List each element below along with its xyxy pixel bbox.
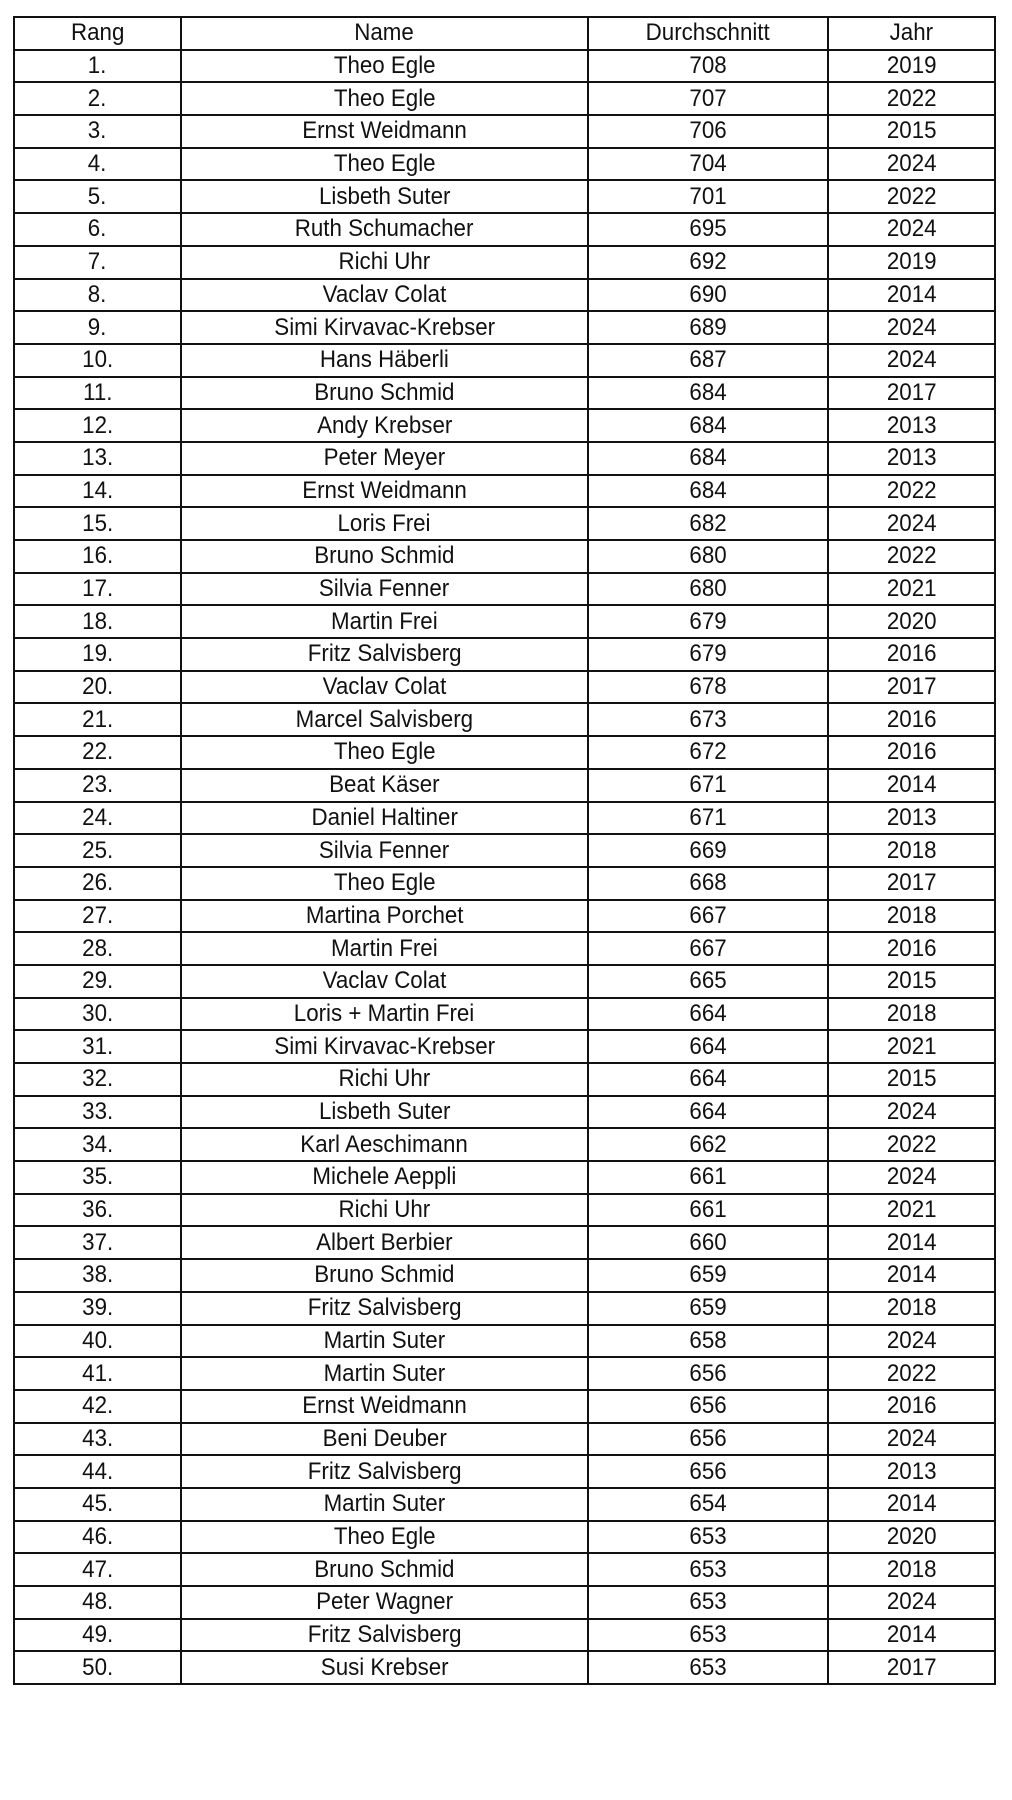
cell-name: Karl Aeschimann — [181, 1128, 588, 1161]
cell-durchschnitt: 679 — [588, 605, 828, 638]
cell-durchschnitt: 658 — [588, 1325, 828, 1358]
table-row — [14, 671, 995, 704]
table-row — [14, 1063, 995, 1096]
cell-name: Susi Krebser — [181, 1651, 588, 1684]
cell-durchschnitt: 687 — [588, 344, 828, 377]
cell-jahr: 2021 — [828, 1194, 995, 1227]
cell-durchschnitt: 684 — [588, 377, 828, 410]
cell-jahr: 2024 — [828, 1423, 995, 1456]
cell-rang: 11. — [14, 377, 181, 410]
cell-jahr: 2021 — [828, 573, 995, 606]
cell-name: Ruth Schumacher — [181, 213, 588, 246]
table-row — [14, 1194, 995, 1227]
cell-jahr: 2016 — [828, 1390, 995, 1423]
cell-name: Marcel Salvisberg — [181, 703, 588, 736]
table-row — [14, 1423, 995, 1456]
cell-rang: 30. — [14, 998, 181, 1031]
cell-rang: 19. — [14, 638, 181, 671]
cell-name: Theo Egle — [181, 867, 588, 900]
table-row — [14, 148, 995, 181]
cell-name: Martin Frei — [181, 932, 588, 965]
cell-rang: 27. — [14, 900, 181, 933]
cell-durchschnitt: 708 — [588, 50, 828, 83]
cell-jahr: 2014 — [828, 1226, 995, 1259]
cell-rang: 25. — [14, 834, 181, 867]
cell-durchschnitt: 656 — [588, 1390, 828, 1423]
cell-durchschnitt: 653 — [588, 1586, 828, 1619]
cell-durchschnitt: 664 — [588, 1030, 828, 1063]
cell-rang: 12. — [14, 409, 181, 442]
cell-jahr: 2018 — [828, 1292, 995, 1325]
cell-durchschnitt: 682 — [588, 507, 828, 540]
cell-rang: 9. — [14, 311, 181, 344]
cell-name: Vaclav Colat — [181, 279, 588, 312]
cell-name: Lisbeth Suter — [181, 180, 588, 213]
cell-rang: 24. — [14, 802, 181, 835]
cell-durchschnitt: 672 — [588, 736, 828, 769]
cell-rang: 28. — [14, 932, 181, 965]
cell-jahr: 2017 — [828, 377, 995, 410]
cell-durchschnitt: 662 — [588, 1128, 828, 1161]
table-row — [14, 540, 995, 573]
table-body — [14, 50, 995, 1684]
cell-durchschnitt: 664 — [588, 998, 828, 1031]
cell-name: Ernst Weidmann — [181, 1390, 588, 1423]
cell-name: Lisbeth Suter — [181, 1096, 588, 1129]
cell-durchschnitt: 673 — [588, 703, 828, 736]
cell-jahr: 2014 — [828, 769, 995, 802]
cell-name: Martin Frei — [181, 605, 588, 638]
cell-durchschnitt: 653 — [588, 1651, 828, 1684]
table-row — [14, 638, 995, 671]
cell-rang: 37. — [14, 1226, 181, 1259]
cell-jahr: 2013 — [828, 802, 995, 835]
cell-jahr: 2013 — [828, 442, 995, 475]
cell-name: Martin Suter — [181, 1357, 588, 1390]
table-row — [14, 409, 995, 442]
cell-jahr: 2013 — [828, 1455, 995, 1488]
cell-jahr: 2022 — [828, 82, 995, 115]
table-row — [14, 1030, 995, 1063]
cell-durchschnitt: 671 — [588, 769, 828, 802]
cell-name: Simi Kirvavac-Krebser — [181, 311, 588, 344]
cell-rang: 3. — [14, 115, 181, 148]
cell-jahr: 2018 — [828, 1553, 995, 1586]
table-row — [14, 998, 995, 1031]
cell-rang: 32. — [14, 1063, 181, 1096]
cell-name: Albert Berbier — [181, 1226, 588, 1259]
cell-jahr: 2017 — [828, 1651, 995, 1684]
cell-rang: 48. — [14, 1586, 181, 1619]
cell-jahr: 2020 — [828, 1521, 995, 1554]
cell-rang: 8. — [14, 279, 181, 312]
cell-durchschnitt: 690 — [588, 279, 828, 312]
cell-name: Fritz Salvisberg — [181, 1619, 588, 1652]
cell-durchschnitt: 680 — [588, 573, 828, 606]
cell-jahr: 2019 — [828, 50, 995, 83]
ranking-table — [13, 16, 996, 1685]
cell-rang: 39. — [14, 1292, 181, 1325]
cell-rang: 42. — [14, 1390, 181, 1423]
table-row — [14, 213, 995, 246]
cell-rang: 47. — [14, 1553, 181, 1586]
cell-rang: 23. — [14, 769, 181, 802]
cell-jahr: 2020 — [828, 605, 995, 638]
cell-durchschnitt: 660 — [588, 1226, 828, 1259]
cell-name: Martin Suter — [181, 1488, 588, 1521]
cell-rang: 17. — [14, 573, 181, 606]
cell-name: Fritz Salvisberg — [181, 1455, 588, 1488]
table-row — [14, 82, 995, 115]
cell-rang: 22. — [14, 736, 181, 769]
header-row — [14, 17, 995, 50]
cell-durchschnitt: 695 — [588, 213, 828, 246]
cell-durchschnitt: 689 — [588, 311, 828, 344]
cell-name: Vaclav Colat — [181, 671, 588, 704]
cell-durchschnitt: 704 — [588, 148, 828, 181]
cell-rang: 49. — [14, 1619, 181, 1652]
cell-jahr: 2024 — [828, 1586, 995, 1619]
cell-rang: 18. — [14, 605, 181, 638]
header-name: Name — [181, 17, 588, 50]
cell-name: Bruno Schmid — [181, 1553, 588, 1586]
cell-name: Theo Egle — [181, 50, 588, 83]
cell-jahr: 2022 — [828, 540, 995, 573]
cell-jahr: 2016 — [828, 703, 995, 736]
cell-rang: 2. — [14, 82, 181, 115]
table-row — [14, 605, 995, 638]
table-row — [14, 115, 995, 148]
cell-jahr: 2024 — [828, 507, 995, 540]
table-row — [14, 1521, 995, 1554]
header-durchschnitt: Durchschnitt — [588, 17, 828, 50]
cell-durchschnitt: 680 — [588, 540, 828, 573]
cell-jahr: 2016 — [828, 736, 995, 769]
cell-durchschnitt: 664 — [588, 1063, 828, 1096]
table-row — [14, 769, 995, 802]
cell-jahr: 2024 — [828, 311, 995, 344]
table-row — [14, 1357, 995, 1390]
cell-name: Bruno Schmid — [181, 1259, 588, 1292]
cell-rang: 10. — [14, 344, 181, 377]
cell-jahr: 2017 — [828, 671, 995, 704]
table-row — [14, 932, 995, 965]
cell-jahr: 2024 — [828, 1325, 995, 1358]
cell-rang: 13. — [14, 442, 181, 475]
cell-name: Fritz Salvisberg — [181, 638, 588, 671]
cell-jahr: 2015 — [828, 1063, 995, 1096]
cell-durchschnitt: 668 — [588, 867, 828, 900]
table-row — [14, 475, 995, 508]
table-row — [14, 1455, 995, 1488]
table-row — [14, 1586, 995, 1619]
table-row — [14, 834, 995, 867]
table-row — [14, 867, 995, 900]
cell-jahr: 2024 — [828, 344, 995, 377]
cell-durchschnitt: 667 — [588, 932, 828, 965]
cell-name: Fritz Salvisberg — [181, 1292, 588, 1325]
cell-name: Hans Häberli — [181, 344, 588, 377]
cell-rang: 43. — [14, 1423, 181, 1456]
table-row — [14, 900, 995, 933]
cell-durchschnitt: 701 — [588, 180, 828, 213]
cell-name: Theo Egle — [181, 82, 588, 115]
cell-name: Bruno Schmid — [181, 377, 588, 410]
cell-name: Peter Wagner — [181, 1586, 588, 1619]
cell-name: Richi Uhr — [181, 1194, 588, 1227]
cell-rang: 1. — [14, 50, 181, 83]
cell-durchschnitt: 665 — [588, 965, 828, 998]
cell-durchschnitt: 667 — [588, 900, 828, 933]
cell-jahr: 2024 — [828, 213, 995, 246]
table-row — [14, 1553, 995, 1586]
table-row — [14, 344, 995, 377]
cell-rang: 29. — [14, 965, 181, 998]
cell-name: Simi Kirvavac-Krebser — [181, 1030, 588, 1063]
table-row — [14, 1488, 995, 1521]
table-row — [14, 1226, 995, 1259]
cell-rang: 26. — [14, 867, 181, 900]
table-row — [14, 246, 995, 279]
cell-durchschnitt: 671 — [588, 802, 828, 835]
cell-durchschnitt: 664 — [588, 1096, 828, 1129]
cell-jahr: 2014 — [828, 1259, 995, 1292]
cell-jahr: 2016 — [828, 932, 995, 965]
cell-name: Vaclav Colat — [181, 965, 588, 998]
cell-name: Beni Deuber — [181, 1423, 588, 1456]
cell-name: Silvia Fenner — [181, 834, 588, 867]
table-row — [14, 703, 995, 736]
cell-durchschnitt: 678 — [588, 671, 828, 704]
cell-rang: 44. — [14, 1455, 181, 1488]
cell-durchschnitt: 679 — [588, 638, 828, 671]
cell-rang: 14. — [14, 475, 181, 508]
cell-rang: 4. — [14, 148, 181, 181]
cell-jahr: 2024 — [828, 1096, 995, 1129]
table-row — [14, 1096, 995, 1129]
table-row — [14, 802, 995, 835]
cell-jahr: 2018 — [828, 900, 995, 933]
table-row — [14, 442, 995, 475]
cell-jahr: 2017 — [828, 867, 995, 900]
cell-jahr: 2014 — [828, 1619, 995, 1652]
cell-jahr: 2022 — [828, 475, 995, 508]
cell-durchschnitt: 653 — [588, 1553, 828, 1586]
cell-durchschnitt: 656 — [588, 1357, 828, 1390]
cell-durchschnitt: 656 — [588, 1455, 828, 1488]
cell-jahr: 2014 — [828, 1488, 995, 1521]
cell-name: Martin Suter — [181, 1325, 588, 1358]
table-row — [14, 1325, 995, 1358]
cell-name: Bruno Schmid — [181, 540, 588, 573]
table-row — [14, 1161, 995, 1194]
cell-name: Theo Egle — [181, 148, 588, 181]
cell-rang: 50. — [14, 1651, 181, 1684]
table-row — [14, 736, 995, 769]
table-row — [14, 1651, 995, 1684]
cell-jahr: 2022 — [828, 1357, 995, 1390]
cell-name: Daniel Haltiner — [181, 802, 588, 835]
cell-durchschnitt: 692 — [588, 246, 828, 279]
cell-durchschnitt: 654 — [588, 1488, 828, 1521]
table-row — [14, 1619, 995, 1652]
cell-name: Silvia Fenner — [181, 573, 588, 606]
cell-rang: 20. — [14, 671, 181, 704]
table-row — [14, 1259, 995, 1292]
cell-rang: 5. — [14, 180, 181, 213]
cell-rang: 34. — [14, 1128, 181, 1161]
table-row — [14, 311, 995, 344]
table-row — [14, 50, 995, 83]
cell-rang: 45. — [14, 1488, 181, 1521]
cell-name: Andy Krebser — [181, 409, 588, 442]
cell-durchschnitt: 656 — [588, 1423, 828, 1456]
table-row — [14, 965, 995, 998]
cell-rang: 7. — [14, 246, 181, 279]
cell-jahr: 2022 — [828, 1128, 995, 1161]
cell-durchschnitt: 661 — [588, 1194, 828, 1227]
header-jahr: Jahr — [828, 17, 995, 50]
cell-name: Ernst Weidmann — [181, 475, 588, 508]
table-row — [14, 377, 995, 410]
cell-rang: 35. — [14, 1161, 181, 1194]
cell-jahr: 2014 — [828, 279, 995, 312]
cell-durchschnitt: 707 — [588, 82, 828, 115]
header-rang: Rang — [14, 17, 181, 50]
table-row — [14, 279, 995, 312]
cell-name: Michele Aeppli — [181, 1161, 588, 1194]
table-row — [14, 1390, 995, 1423]
cell-name: Loris + Martin Frei — [181, 998, 588, 1031]
table-row — [14, 1128, 995, 1161]
cell-name: Richi Uhr — [181, 246, 588, 279]
cell-jahr: 2021 — [828, 1030, 995, 1063]
table-row — [14, 1292, 995, 1325]
table-row — [14, 180, 995, 213]
cell-jahr: 2024 — [828, 148, 995, 181]
cell-jahr: 2015 — [828, 965, 995, 998]
cell-name: Martina Porchet — [181, 900, 588, 933]
cell-name: Peter Meyer — [181, 442, 588, 475]
cell-rang: 38. — [14, 1259, 181, 1292]
cell-durchschnitt: 653 — [588, 1619, 828, 1652]
cell-jahr: 2015 — [828, 115, 995, 148]
cell-durchschnitt: 684 — [588, 442, 828, 475]
cell-name: Theo Egle — [181, 736, 588, 769]
table-header — [14, 17, 995, 50]
cell-durchschnitt: 684 — [588, 409, 828, 442]
cell-jahr: 2016 — [828, 638, 995, 671]
cell-rang: 40. — [14, 1325, 181, 1358]
cell-jahr: 2018 — [828, 998, 995, 1031]
cell-durchschnitt: 669 — [588, 834, 828, 867]
cell-name: Beat Käser — [181, 769, 588, 802]
cell-durchschnitt: 653 — [588, 1521, 828, 1554]
cell-rang: 41. — [14, 1357, 181, 1390]
cell-jahr: 2024 — [828, 1161, 995, 1194]
cell-durchschnitt: 684 — [588, 475, 828, 508]
cell-name: Loris Frei — [181, 507, 588, 540]
cell-durchschnitt: 659 — [588, 1292, 828, 1325]
table-row — [14, 507, 995, 540]
cell-rang: 16. — [14, 540, 181, 573]
cell-rang: 36. — [14, 1194, 181, 1227]
cell-jahr: 2022 — [828, 180, 995, 213]
cell-name: Theo Egle — [181, 1521, 588, 1554]
cell-rang: 31. — [14, 1030, 181, 1063]
cell-rang: 46. — [14, 1521, 181, 1554]
cell-rang: 33. — [14, 1096, 181, 1129]
cell-durchschnitt: 706 — [588, 115, 828, 148]
cell-name: Ernst Weidmann — [181, 115, 588, 148]
cell-rang: 6. — [14, 213, 181, 246]
cell-jahr: 2018 — [828, 834, 995, 867]
cell-name: Richi Uhr — [181, 1063, 588, 1096]
cell-jahr: 2019 — [828, 246, 995, 279]
cell-durchschnitt: 659 — [588, 1259, 828, 1292]
table-row — [14, 573, 995, 606]
cell-rang: 21. — [14, 703, 181, 736]
cell-rang: 15. — [14, 507, 181, 540]
cell-durchschnitt: 661 — [588, 1161, 828, 1194]
cell-jahr: 2013 — [828, 409, 995, 442]
